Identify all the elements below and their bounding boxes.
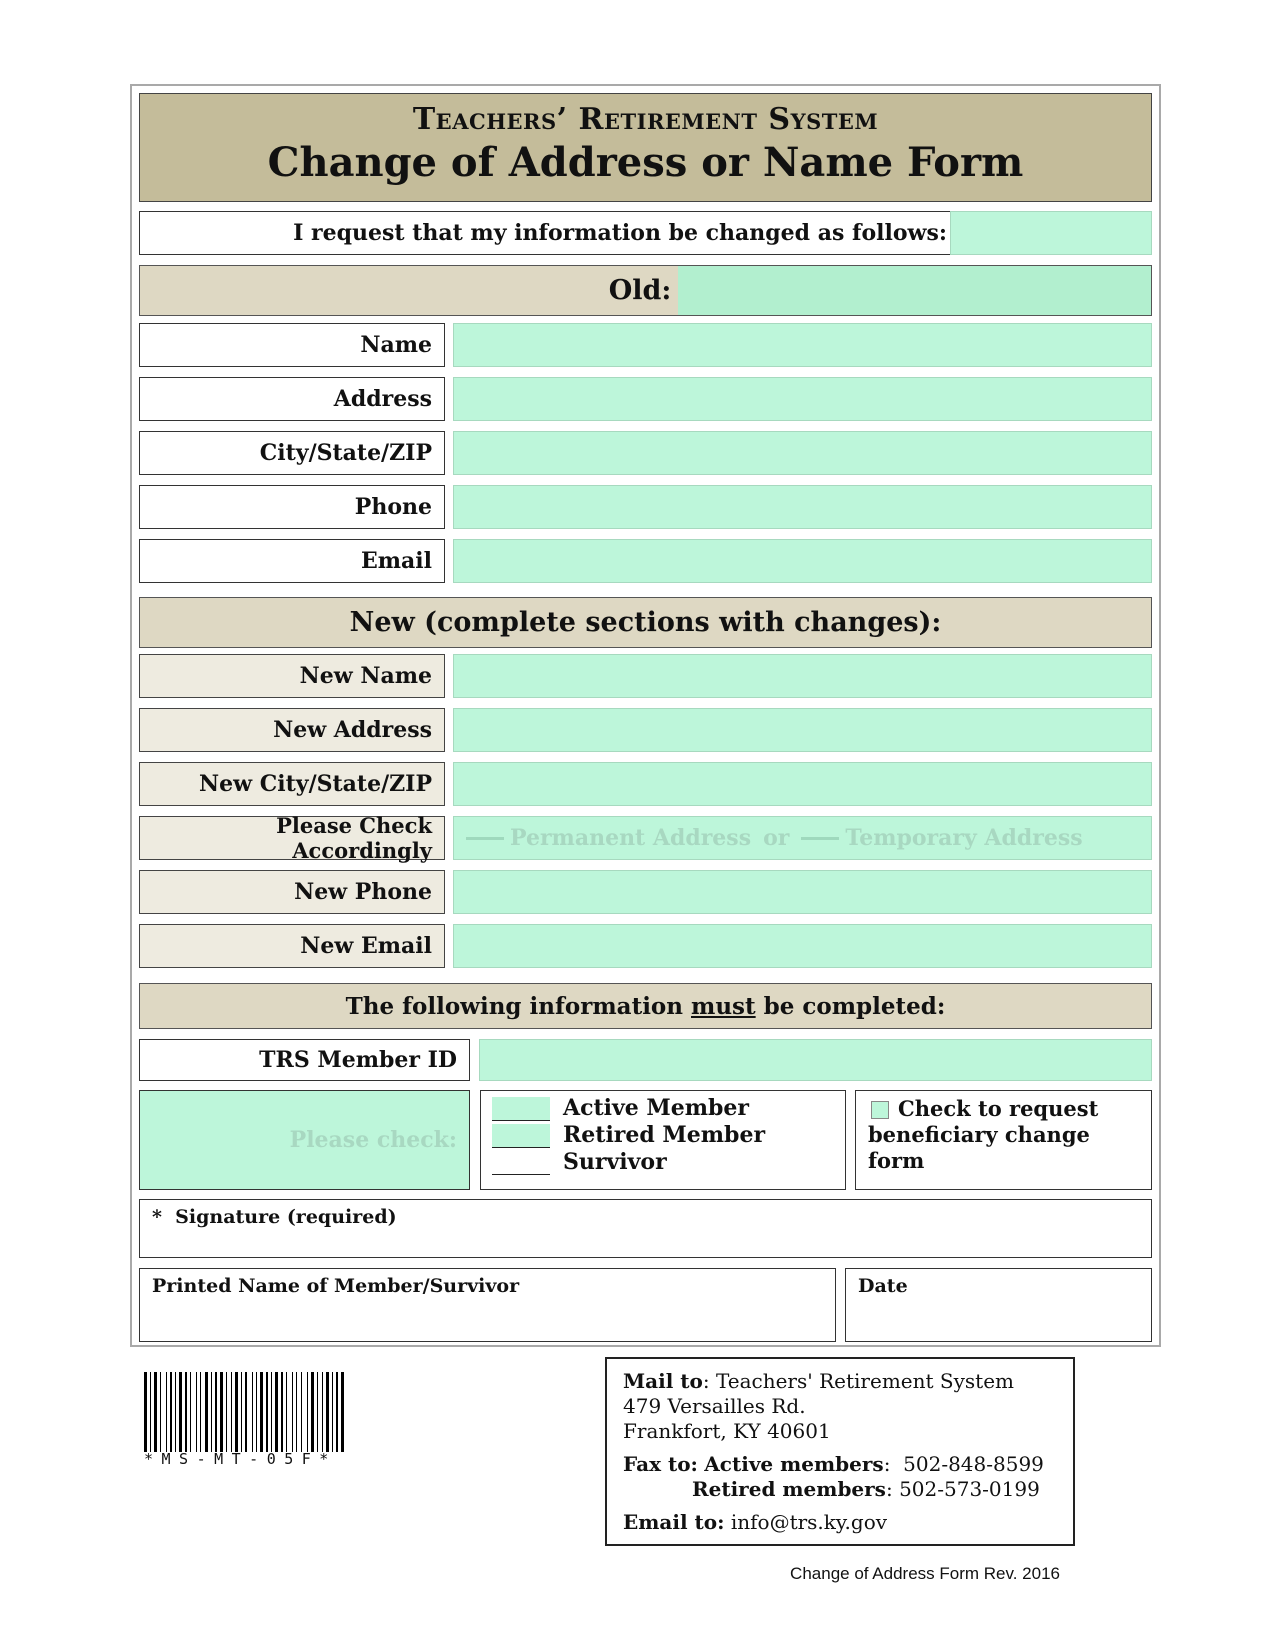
new-section-header: [139, 597, 1152, 648]
please-check-accordingly-label-text: Please Check Accordingly: [276, 813, 432, 863]
signature-box[interactable]: [139, 1199, 1152, 1258]
printed-name-label: Printed Name of Member/Survivor: [152, 1275, 520, 1297]
barcode-bar: [150, 1372, 151, 1452]
old-section-field[interactable]: [678, 266, 1151, 315]
new-email-field[interactable]: [453, 924, 1152, 968]
required-title-emph: must: [691, 992, 756, 1020]
please-check-accordingly-label: [139, 813, 445, 863]
new-address-label: [139, 708, 445, 752]
form-title: Change of Address or Name Form: [267, 139, 1024, 186]
barcode-bar: [175, 1372, 176, 1452]
new-city-state-zip-field[interactable]: [453, 762, 1152, 806]
barcode-bar: [190, 1372, 191, 1452]
barcode: [144, 1372, 406, 1452]
active-member-check[interactable]: [492, 1097, 550, 1121]
barcode-bar: [211, 1372, 212, 1452]
barcode-bar: [271, 1372, 272, 1452]
org-title: Teachers’ Retirement System: [412, 102, 879, 137]
barcode-bar: [196, 1372, 197, 1452]
old-name-label-text: Name: [360, 332, 432, 358]
barcode-bar: [160, 1372, 161, 1452]
retired-member-label: Retired Member: [563, 1122, 766, 1148]
required-title-post: be completed:: [755, 992, 946, 1020]
barcode-bar: [241, 1372, 242, 1452]
beneficiary-label: Check to request beneficiary change form: [868, 1096, 1099, 1173]
permanent-address-label: Permanent Address: [510, 825, 752, 851]
footer-revision: Change of Address Form Rev. 2016: [790, 1564, 1060, 1583]
new-name-label-text: New Name: [299, 663, 432, 689]
barcode-bar: [252, 1372, 253, 1452]
barcode-bar: [179, 1372, 182, 1452]
temporary-address-check[interactable]: [801, 837, 839, 840]
barcode-bar: [144, 1372, 147, 1452]
mail-address-line1: 479 Versailles Rd.: [623, 1394, 806, 1418]
barcode-bar: [281, 1372, 283, 1452]
mail-to-name: Teachers' Retirement System: [715, 1369, 1014, 1393]
survivor-check[interactable]: [492, 1151, 550, 1175]
barcode-bar: [292, 1372, 293, 1452]
barcode-bar: [332, 1372, 333, 1452]
retired-member-check[interactable]: [492, 1124, 550, 1148]
barcode-bar: [245, 1372, 247, 1452]
request-line-label: I request that my information be changed as follows:: [293, 220, 947, 246]
barcode-bar: [311, 1372, 314, 1452]
barcode-bar: [185, 1372, 187, 1452]
barcode-bar: [226, 1372, 227, 1452]
signature-label: * Signature (required): [152, 1206, 397, 1228]
old-city-state-zip-label: [139, 431, 445, 475]
new-city-state-zip-label-text: New City/State/ZIP: [199, 771, 432, 797]
required-title-pre: The following information: [345, 992, 691, 1020]
barcode-bar: [170, 1372, 172, 1452]
fax-retired-number: 502-573-0199: [899, 1477, 1040, 1501]
old-phone-label: [139, 485, 445, 529]
barcode-bar: [307, 1372, 308, 1452]
request-line-field[interactable]: [950, 211, 1152, 255]
old-email-label: [139, 539, 445, 583]
email-to-label: Email to:: [623, 1510, 725, 1534]
barcode-bar: [256, 1372, 257, 1452]
address-or-label: or: [763, 825, 790, 851]
barcode-bar: [231, 1372, 232, 1452]
barcode-bar: [341, 1372, 344, 1452]
permanent-address-check[interactable]: [466, 837, 504, 840]
barcode-bar: [200, 1372, 201, 1452]
barcode-bar: [301, 1372, 302, 1452]
new-phone-field[interactable]: [453, 870, 1152, 914]
active-member-label: Active Member: [563, 1095, 750, 1121]
old-name-label: [139, 323, 445, 367]
date-label: Date: [858, 1275, 908, 1297]
barcode-bar: [166, 1372, 167, 1452]
old-address-label-text: Address: [333, 386, 432, 412]
temporary-address-label: Temporary Address: [845, 825, 1083, 851]
new-address-label-text: New Address: [273, 717, 432, 743]
barcode-bar: [154, 1372, 157, 1452]
new-address-field[interactable]: [453, 708, 1152, 752]
mail-address-line2: Frankfort, KY 40601: [623, 1419, 831, 1443]
request-line-box: [139, 211, 952, 255]
mail-to-label: Mail to: [623, 1369, 703, 1393]
new-section-title: New (complete sections with changes):: [349, 607, 942, 638]
fax-label: Fax to:: [623, 1452, 698, 1476]
old-phone-field[interactable]: [453, 485, 1152, 529]
old-email-field[interactable]: [453, 539, 1152, 583]
new-city-state-zip-label: [139, 762, 445, 806]
barcode-bar: [286, 1372, 287, 1452]
member-id-field[interactable]: [479, 1039, 1152, 1081]
please-check-label: Please check:: [289, 1127, 457, 1153]
new-email-label: [139, 924, 445, 968]
form-header: [139, 93, 1152, 202]
survivor-label: Survivor: [563, 1149, 667, 1175]
mail-info-box: Mail to: Teachers' Retirement System 479 Versailles Rd. Frankfort, KY 40601 Fax to: Active members: 502-848-8599 Retired members: 502-573-0199 Email to: info@trs.ky.gov: [605, 1357, 1075, 1546]
old-email-label-text: Email: [360, 548, 432, 574]
old-name-field[interactable]: [453, 323, 1152, 367]
new-phone-label: [139, 870, 445, 914]
barcode-bar: [260, 1372, 263, 1452]
barcode-bar: [266, 1372, 268, 1452]
printed-name-box[interactable]: [139, 1268, 836, 1342]
fax-active-number: 502-848-8599: [903, 1452, 1044, 1476]
old-phone-label-text: Phone: [354, 494, 432, 520]
new-name-field[interactable]: [453, 654, 1152, 698]
new-name-label: [139, 654, 445, 698]
please-check-accordingly-field: [453, 816, 1152, 860]
new-email-label-text: New Email: [300, 933, 432, 959]
please-check-box: [139, 1090, 470, 1190]
barcode-bar: [205, 1372, 208, 1452]
email-address[interactable]: info@trs.ky.gov: [730, 1510, 888, 1534]
fax-retired-label: Retired members: [692, 1477, 886, 1501]
barcode-bar: [296, 1372, 297, 1452]
fax-active-label: Active members: [704, 1452, 884, 1476]
member-id-label-box: [139, 1039, 470, 1081]
old-address-label: [139, 377, 445, 421]
new-phone-label-text: New Phone: [294, 879, 432, 905]
barcode-bar: [317, 1372, 318, 1452]
old-city-state-zip-field[interactable]: [453, 431, 1152, 475]
old-section-title: Old:: [608, 275, 672, 306]
barcode-bar: [235, 1372, 238, 1452]
barcode-bar: [326, 1372, 329, 1452]
member-id-label: TRS Member ID: [259, 1047, 457, 1073]
barcode-bar: [322, 1372, 323, 1452]
barcode-text: *MS-MT-05F*: [144, 1450, 337, 1468]
barcode-bar: [336, 1372, 338, 1452]
barcode-bar: [275, 1372, 278, 1452]
old-city-state-zip-label-text: City/State/ZIP: [259, 440, 432, 466]
barcode-bar: [220, 1372, 223, 1452]
barcode-bar: [215, 1372, 217, 1452]
date-box[interactable]: [845, 1268, 1152, 1342]
required-section-header: [139, 983, 1152, 1029]
old-address-field[interactable]: [453, 377, 1152, 421]
